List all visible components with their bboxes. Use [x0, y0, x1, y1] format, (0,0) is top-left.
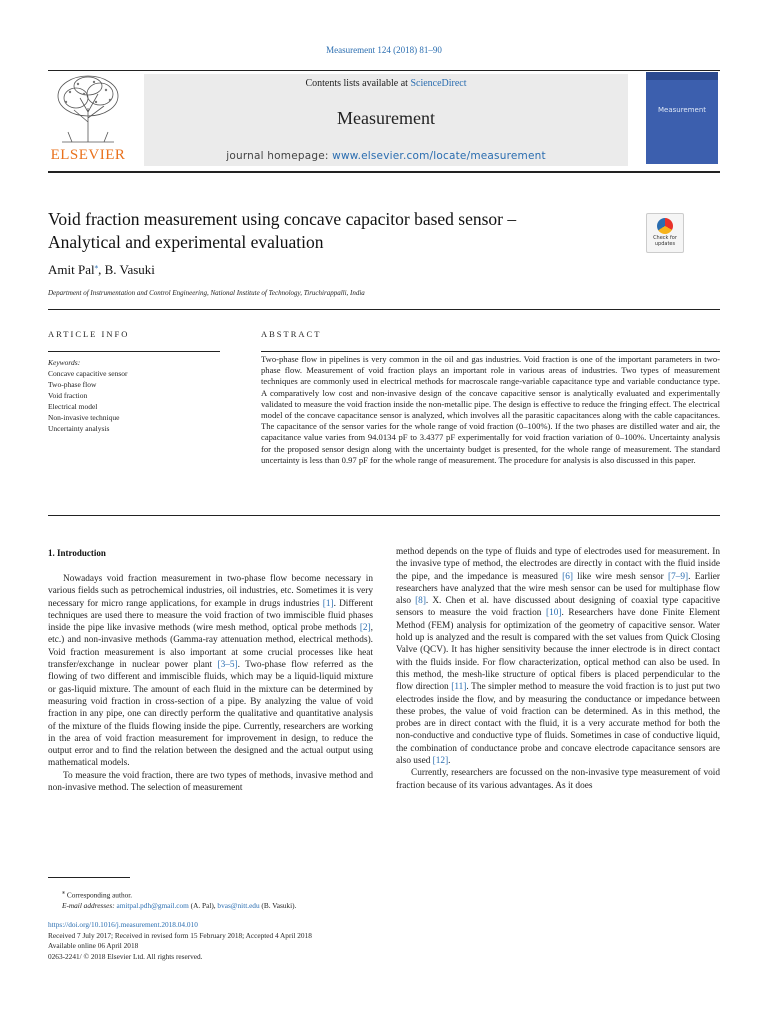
sciencedirect-link[interactable]: ScienceDirect — [410, 78, 467, 89]
divider — [48, 309, 720, 310]
email-link[interactable]: bvas@nitt.edu — [217, 900, 260, 910]
elsevier-logo — [48, 72, 128, 164]
journal-reference-link[interactable]: Measurement 124 (2018) 81–90 — [326, 45, 442, 55]
paragraph: To measure the void fraction, there are two types of methods, invasive method and non-invasive method. The selection of measurement — [48, 770, 373, 794]
divider — [48, 515, 720, 516]
keywords-label: Keywords: — [48, 358, 81, 367]
citation-link[interactable]: [10] — [545, 608, 562, 619]
check-for-updates-button[interactable] — [646, 213, 684, 253]
citation-link[interactable]: [1] — [322, 598, 334, 609]
corresponding-author-note: ⁎ Corresponding author. — [62, 890, 133, 900]
email-addresses: E-mail addresses: amitpal.pdh@gmail.com (A. Pal), bvas@nitt.edu (B. Vasuki). — [62, 900, 297, 910]
keyword: Uncertainty analysis — [48, 424, 110, 433]
author-name-2[interactable]: , B. Vasuki — [98, 262, 155, 277]
divider — [261, 351, 720, 352]
footnotes — [48, 888, 448, 911]
keyword: Void fraction — [48, 391, 88, 400]
cover-title: Measurement — [657, 106, 707, 114]
homepage-label: journal homepage: — [226, 150, 333, 162]
check-updates-label: Check for updates — [653, 235, 677, 247]
cover-band — [646, 72, 718, 80]
keyword: Non-invasive technique — [48, 413, 120, 422]
abstract-text: Two-phase flow in pipelines is very common in the oil and gas industries. Void fraction is one of the important parameters in two-phase flow. Measurement of void fraction plays an important role in various areas of industries. Two types of measurement techniques are commonly used in electrical methods for macroscale range-variable capacitance type and variable conductance type. A comparatively low cost and non-invasive design of the concave capacitive sensor is analytically evaluated and experimentally validated to measure the void fraction inside the non-metallic pipe. The design is effective to reduce the fringing effect. The electrical model of the concave capacitance sensor is analyzed, which involves all the parasitic capacitances along with the cable capacitances. The capacitance of the sensor varies for the whole range of void fraction (0–100%). If the two phases are distilled water and air, the capacitance value varies from 94.0134 pF to 3.4377 pF experimentally for void fraction variation of 0–100%. Uncertainty analysis for the proposed sensor design along with the uncertainty budget is presented, for the whole range of measurement. The standard uncertainty is less than 0.97 pF for the whole range of measurement. The procedure for analysis is also discussed in this paper. — [261, 354, 720, 465]
check-updates-icon — [657, 218, 673, 234]
citation-link[interactable]: [12] — [432, 756, 449, 767]
keyword: Electrical model — [48, 402, 98, 411]
paragraph: Nowadays void fraction measurement in two-phase flow become necessary in various fields such as petrochemical industries, oil industries, etc. Sometimes it is very necessary for micro range applications, for example in drugs industries [1]. Different techniques are used there to measure the void fraction of two immiscible fluid phases inside the pipe like invasive methods (wire mesh method, optical probe methods [2], etc.) and non-invasive methods (Gamma-ray attenuation method, electrical methods). Void fraction measurement is also important at some crucial processes like heat transfer/exchange in nuclear power plant [3–5]. Two-phase flow referred as the flowing of two different and immiscible fluids, which may be a liquid-liquid mixture or gas-liquid mixture. The amount of each fluid in the mixture can be determined by measuring void fraction in cross-section of a pipe. By analyzing the value of void fraction in any pipe, one can directly perform the qualitative and quantitative analysis of the mixture of the fluids flowing inside the pipe. Currently, researchers are working in the area of void fraction measurement for improvement in design, to reduce the output error and to find the relation between the designed and the actual output using mathematical models. — [48, 574, 373, 769]
article-title-line-2: Analytical and experimental evaluation — [48, 232, 324, 252]
citation-link[interactable]: [3–5] — [217, 660, 238, 671]
received-dates: Received 7 July 2017; Received in revised form 15 February 2018; Accepted 4 April 2018 — [48, 930, 312, 940]
contents-prefix: Contents lists available at — [305, 78, 411, 89]
abstract-heading: ABSTRACT — [261, 329, 322, 339]
citation-link[interactable]: [11] — [451, 682, 467, 693]
available-online: Available online 06 April 2018 — [48, 941, 139, 951]
elsevier-tree-icon — [48, 72, 128, 144]
affiliation: Department of Instrumentation and Control Engineering, National Institute of Technology, Tiruchirappalli, India — [48, 289, 365, 297]
paragraph: Currently, researchers are focussed on the non-invasive type measurement of void fraction because of its various advantages. As it does — [396, 768, 720, 791]
homepage-link[interactable]: www.elsevier.com/locate/measurement — [332, 150, 546, 162]
keyword: Concave capacitive sensor — [48, 369, 128, 378]
citation-link[interactable]: [2] — [359, 623, 371, 634]
article-title — [48, 208, 608, 254]
paragraph: method depends on the type of fluids and type of electrodes used for measurement. In the invasive type of method, the electrodes are directly in contact with the fluid inside the pipe, and the impedance is measured [6] like wire mesh sensor [7–9]. Earlier researchers have analyzed that the wire mesh sensor can be used for multiphase flow also [8]. X. Chen et al. have discussed about designing of coaxial type capacitive sensors to measure the void fraction [10]. Researchers have done Finite Element Method (FEM) analysis for optimization of the geometry of capacitive sensor. Water hold up is analyzed and the result is compared with the set values from Quick Closing Valve (QCV). It has higher sensitivity because the inner electrode is in direct contact with the fluids inside. For flow characterization, optical method can also be used. In this method, the mesh-like structure of optical fibers is placed perpendicular to the flow direction [11]. The simpler method to measure the void fraction is to just put two electrodes inside the flow, and by measuring the conductance or impedance between these probes, the value of void fraction can be determined. As in this method, the probes are in direct contact with the fluid, it is a very accurate method for both the non-conductive and conductive type of fluids. Sometimes in case of conductive liquid, the combination of conductance probe and concave electrode capacitance sensors are also used [12]. — [396, 547, 720, 767]
author-name-1[interactable]: Amit Pal — [48, 262, 95, 277]
journal-cover-image[interactable] — [646, 72, 718, 164]
corresponding-author-mark[interactable]: ⁎ — [94, 262, 99, 271]
article-info-heading: ARTICLE INFO — [48, 329, 130, 339]
keyword: Two-phase flow — [48, 380, 97, 389]
body-column-left — [48, 573, 373, 794]
elsevier-wordmark: ELSEVIER — [50, 147, 126, 163]
keywords-list — [48, 357, 220, 434]
footnote-rule — [48, 877, 130, 878]
publication-metadata — [48, 920, 468, 962]
contents-line — [144, 78, 628, 89]
author-list — [48, 262, 155, 278]
copyright: 0263-2241/ © 2018 Elsevier Ltd. All rights reserved. — [48, 951, 203, 961]
email-link[interactable]: amitpal.pdh@gmail.com — [116, 900, 189, 910]
section-heading-introduction: 1. Introduction — [48, 548, 106, 558]
body-column-right — [396, 546, 720, 792]
citation-link[interactable]: [8] — [415, 596, 426, 607]
header-rule — [48, 171, 720, 173]
doi-link[interactable]: https://doi.org/10.1016/j.measurement.2018.04.010 — [48, 920, 198, 929]
top-rule — [48, 70, 720, 71]
citation-link[interactable]: [6] — [562, 571, 574, 582]
journal-homepage — [144, 150, 628, 162]
divider — [48, 351, 220, 352]
citation-link[interactable]: [7–9] — [668, 571, 689, 582]
article-title-line-1: Void fraction measurement using concave capacitor based sensor – — [48, 209, 517, 229]
journal-name: Measurement — [337, 108, 435, 128]
